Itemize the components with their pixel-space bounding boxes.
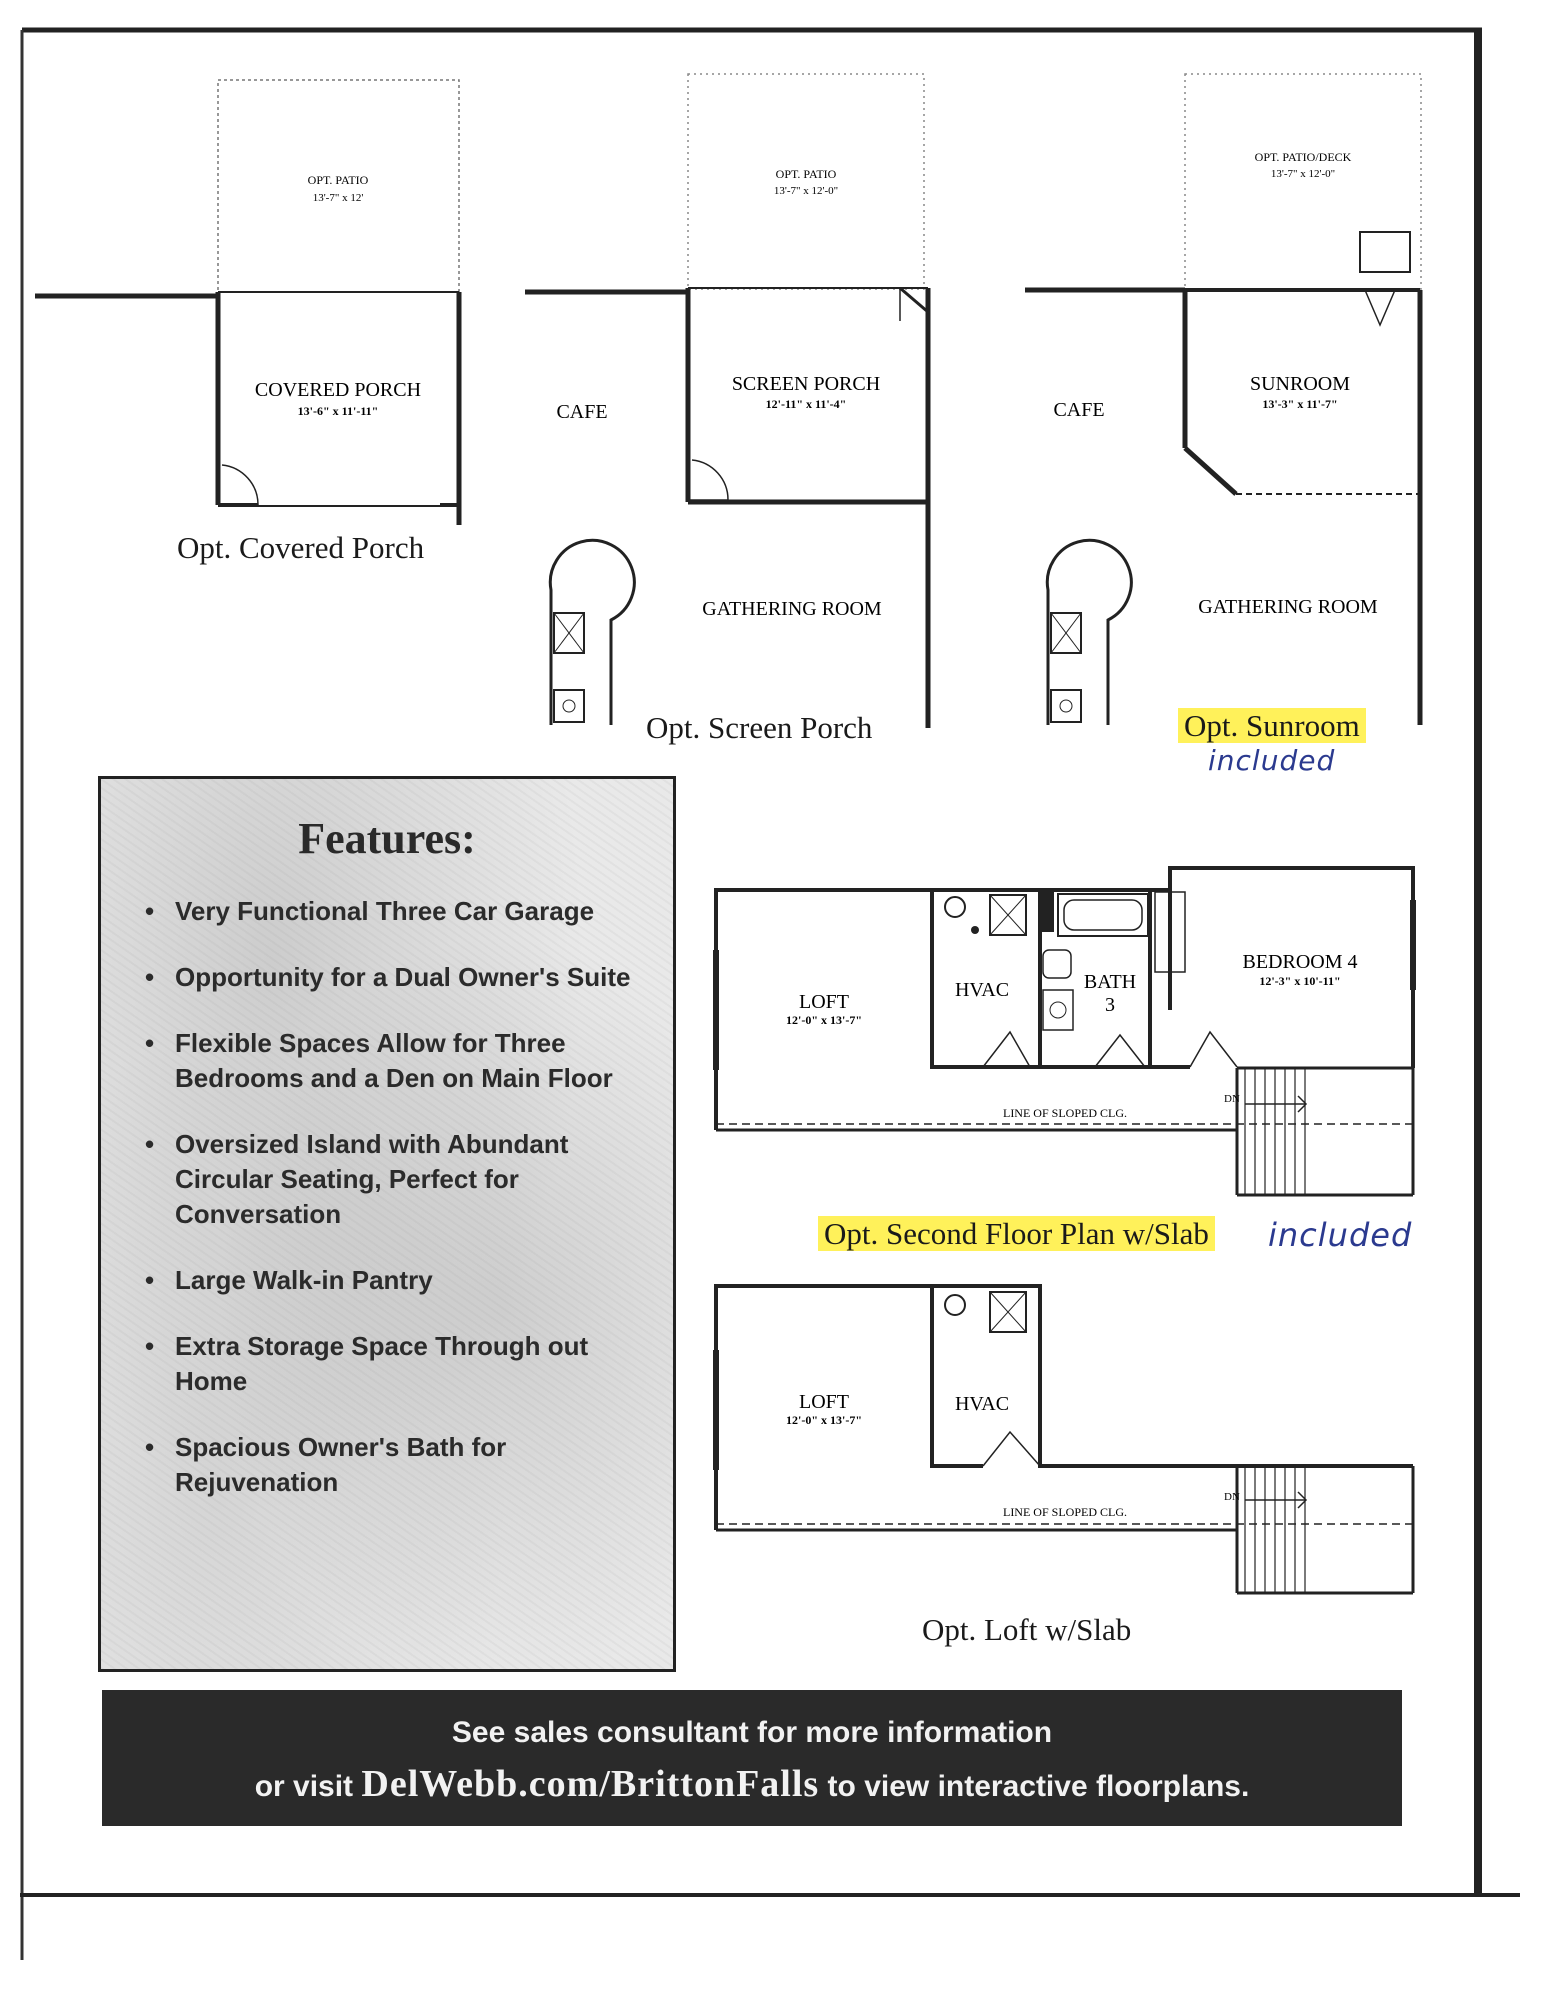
cafe-label: CAFE (556, 401, 608, 423)
second-floor-handwritten-note: included (1268, 1216, 1413, 1254)
feature-item: • Flexible Spaces Allow for Three Bedrooms and a Den on Main Floor (141, 1026, 631, 1096)
cafe-label: CAFE (1053, 399, 1105, 421)
banner-line-2 (102, 1762, 1402, 1806)
features-title: Features: (298, 814, 476, 863)
feature-item: • Opportunity for a Dual Owner's Suite (141, 960, 631, 995)
opt-patio-dim: 13'-7" x 12'-0" (773, 185, 839, 197)
feature-item: • Oversized Island with Abundant Circular Seating, Perfect for Conversation (141, 1127, 631, 1232)
covered-porch-label: COVERED PORCH (254, 379, 422, 401)
hvac-label: HVAC (954, 979, 1010, 1001)
gathering-room-label: GATHERING ROOM (702, 598, 882, 620)
loft-labels (0, 1260, 1545, 1620)
bedroom-4-dim: 12'-3" x 10'-11" (1259, 974, 1341, 988)
bedroom-4-label: BEDROOM 4 (1242, 951, 1358, 973)
dn-label: DN (1224, 1093, 1240, 1105)
loft-dim: 12'-0" x 13'-7" (786, 1413, 862, 1427)
feature-item: • Very Functional Three Car Garage (141, 894, 631, 929)
opt-patio-deck-dim: 13'-7" x 12'-0" (1270, 168, 1336, 180)
sunroom-label: SUNROOM (1249, 373, 1351, 395)
banner-line-1: See sales consultant for more information (451, 1716, 1053, 1749)
covered-porch-dim: 13'-6" x 11'-11" (297, 404, 379, 418)
loft-caption: Opt. Loft w/Slab (922, 1612, 1132, 1647)
loft-label: LOFT (799, 991, 849, 1013)
second-floor-caption-text: Opt. Second Floor Plan w/Slab (818, 1216, 1215, 1251)
sloped-ceiling-label: LINE OF SLOPED CLG. (1002, 1106, 1128, 1120)
info-banner (102, 1690, 1402, 1826)
banner-line-2-suffix: to view interactive floorplans. (819, 1770, 1250, 1803)
screen-porch-caption: Opt. Screen Porch (646, 710, 873, 745)
sloped-ceiling-label: LINE OF SLOPED CLG. (1002, 1505, 1128, 1519)
screen-porch-label: SCREEN PORCH (731, 373, 881, 395)
website-link[interactable]: DelWebb.com/BrittonFalls (361, 1763, 820, 1805)
sunroom-caption-text: Opt. Sunroom (1178, 708, 1366, 743)
feature-item: • Spacious Owner's Bath for Rejuvenation (141, 1430, 631, 1500)
gathering-room-label: GATHERING ROOM (1198, 596, 1378, 618)
opt-patio-label: OPT. PATIO (307, 173, 369, 187)
bath-label: BATH (1083, 971, 1137, 993)
feature-item: • Extra Storage Space Through out Home (141, 1329, 631, 1399)
sunroom-dim: 13'-3" x 11'-7" (1262, 397, 1338, 411)
covered-porch-caption: Opt. Covered Porch (177, 530, 425, 565)
opt-patio-deck-label: OPT. PATIO/DECK (1254, 150, 1352, 164)
loft-dim: 12'-0" x 13'-7" (786, 1013, 862, 1027)
bath-number: 3 (1105, 994, 1115, 1016)
hvac-label: HVAC (954, 1393, 1010, 1415)
loft-label: LOFT (799, 1391, 849, 1413)
opt-patio-label: OPT. PATIO (775, 167, 837, 181)
banner-line-2-prefix: or visit (254, 1770, 362, 1803)
feature-item: • Large Walk-in Pantry (141, 1263, 631, 1298)
dn-label: DN (1224, 1491, 1240, 1503)
opt-patio-dim: 13'-7" x 12' (312, 192, 364, 204)
sunroom-handwritten-note: included (1208, 744, 1336, 777)
screen-porch-dim: 12'-11" x 11'-4" (765, 397, 847, 411)
